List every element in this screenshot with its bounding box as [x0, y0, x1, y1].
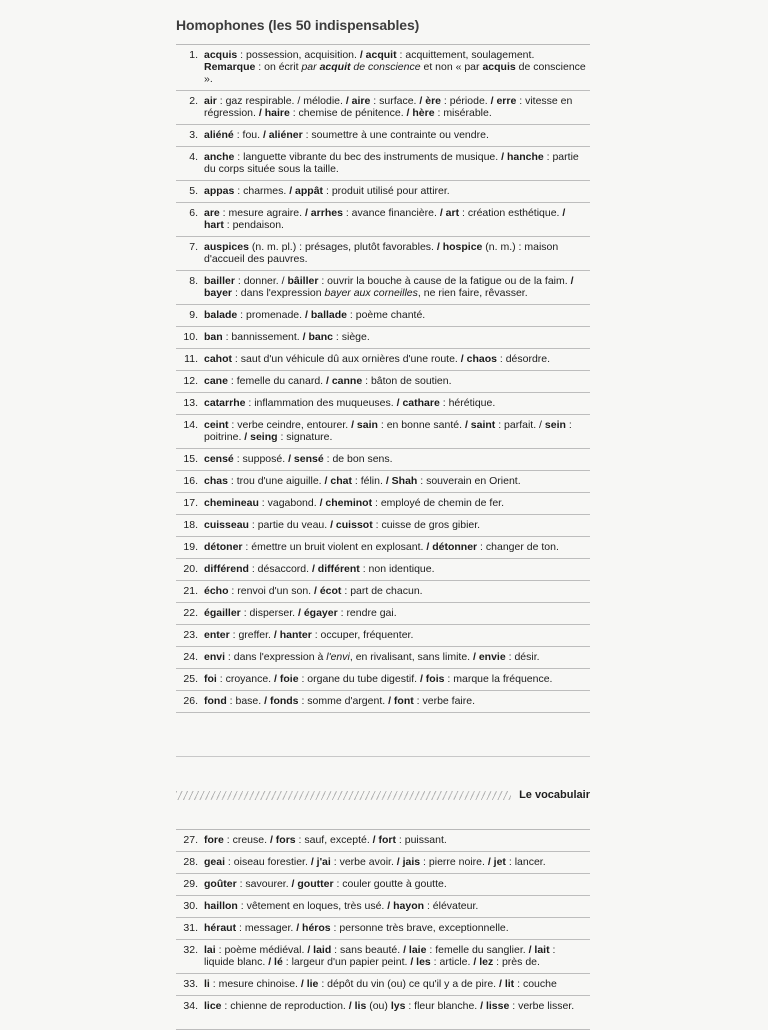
list-item — [176, 371, 590, 393]
list-item — [176, 393, 590, 415]
item-number: 22. — [183, 607, 198, 619]
list-item — [176, 559, 590, 581]
list-item — [176, 203, 590, 237]
item-definition: acquis : possession, acquisition. / acquit : acquittement, soulagement. Remarque : on écrit par acquit de conscience et non « par acquis de conscience ». — [204, 49, 586, 85]
item-number: 23. — [183, 629, 198, 641]
list-item — [176, 515, 590, 537]
list-item — [176, 147, 590, 181]
list-item — [176, 603, 590, 625]
list-item — [176, 896, 590, 918]
item-definition: goûter : savourer. / goutter : couler goutte à goutte. — [204, 878, 447, 890]
item-number: 29. — [183, 878, 198, 890]
item-number: 11. — [184, 353, 198, 365]
item-number: 9. — [189, 309, 198, 321]
list-item — [176, 974, 590, 996]
page-title: Homophones (les 50 indispensables) — [176, 17, 420, 33]
item-number: 33. — [183, 978, 198, 990]
item-definition: cuisseau : partie du veau. / cuissot : cuisse de gros gibier. — [204, 519, 481, 531]
list-item — [176, 581, 590, 603]
item-definition: héraut : messager. / héros : personne très brave, exceptionnelle. — [204, 922, 509, 934]
homophones-list-bottom — [176, 829, 590, 1030]
list-item — [176, 305, 590, 327]
homophones-list-top — [176, 44, 590, 713]
list-item — [176, 91, 590, 125]
item-number: 26. — [183, 695, 198, 707]
item-definition: ban : bannissement. / banc : siège. — [204, 331, 370, 343]
list-item — [176, 940, 590, 974]
list-item — [176, 493, 590, 515]
item-definition: lice : chienne de reproduction. / lis (ou) lys : fleur blanche. / lisse : verbe lisser. — [204, 1000, 575, 1012]
item-number: 12. — [183, 375, 198, 387]
item-number: 3. — [189, 129, 198, 141]
list-item — [176, 874, 590, 896]
item-number: 7. — [189, 241, 198, 253]
item-definition: censé : supposé. / sensé : de bon sens. — [204, 453, 393, 465]
item-definition: égailler : disperser. / égayer : rendre gai. — [204, 607, 397, 619]
item-definition: geai : oiseau forestier. / j'ai : verbe avoir. / jais : pierre noire. / jet : lancer. — [204, 856, 546, 868]
list-item — [176, 45, 590, 91]
item-number: 13. — [183, 397, 198, 409]
list-item — [176, 449, 590, 471]
item-number: 27. — [183, 834, 198, 846]
item-number: 16. — [183, 475, 198, 487]
item-definition: appas : charmes. / appât : produit utilisé pour attirer. — [204, 185, 450, 197]
list-item — [176, 181, 590, 203]
list-item — [176, 996, 590, 1030]
list-item — [176, 237, 590, 271]
item-number: 30. — [183, 900, 198, 912]
list-item — [176, 647, 590, 669]
item-definition: envi : dans l'expression à l'envi, en rivalisant, sans limite. / envie : désir. — [204, 651, 540, 663]
hatch-decoration — [176, 791, 511, 800]
item-number: 20. — [183, 563, 198, 575]
item-definition: bailler : donner. / bâiller : ouvrir la bouche à cause de la fatigue ou de la faim. / bayer : dans l'expression bayer aux corneilles, ne rien faire, rêvasser. — [204, 275, 574, 299]
item-number: 28. — [183, 856, 198, 868]
item-number: 2. — [189, 95, 198, 107]
item-definition: catarrhe : inflammation des muqueuses. / cathare : hérétique. — [204, 397, 496, 409]
item-number: 24. — [183, 651, 198, 663]
list-item — [176, 537, 590, 559]
item-definition: détoner : émettre un bruit violent en explosant. / détonner : changer de ton. — [204, 541, 559, 553]
item-number: 21. — [183, 585, 198, 597]
list-item — [176, 471, 590, 493]
item-definition: li : mesure chinoise. / lie : dépôt du vin (ou) ce qu'il y a de pire. / lit : couche — [204, 978, 557, 990]
list-item — [176, 415, 590, 449]
list-item — [176, 625, 590, 647]
list-item — [176, 830, 590, 852]
item-number: 10. — [183, 331, 198, 343]
item-definition: foi : croyance. / foie : organe du tube digestif. / fois : marque la fréquence. — [204, 673, 553, 685]
item-number: 1. — [189, 49, 198, 61]
item-definition: auspices (n. m. pl.) : présages, plutôt favorables. / hospice (n. m.) : maison d'accueil des pauvres. — [204, 241, 559, 265]
list-item — [176, 669, 590, 691]
item-number: 5. — [189, 185, 198, 197]
item-number: 31. — [183, 922, 198, 934]
list-item — [176, 691, 590, 713]
item-number: 4. — [189, 151, 198, 163]
item-number: 8. — [189, 275, 198, 287]
item-definition: aliéné : fou. / aliéner : soumettre à une contrainte ou vendre. — [204, 129, 489, 141]
list-item — [176, 349, 590, 371]
item-number: 14. — [183, 419, 198, 431]
item-definition: anche : languette vibrante du bec des instruments de musique. / hanche : partie du corps située sous la taille. — [204, 151, 579, 175]
item-number: 15. — [183, 453, 198, 465]
item-number: 34. — [183, 1000, 198, 1012]
item-definition: écho : renvoi d'un son. / écot : part de chacun. — [204, 585, 423, 597]
item-number: 19. — [183, 541, 198, 553]
list-item — [176, 271, 590, 305]
item-definition: air : gaz respirable. / mélodie. / aire : surface. / ère : période. / erre : vitesse en régression. / haire : chemise de pénitence. / hère : misérable. — [204, 95, 573, 119]
list-item — [176, 327, 590, 349]
item-definition: chemineau : vagabond. / cheminot : employé de chemin de fer. — [204, 497, 504, 509]
list-item — [176, 918, 590, 940]
item-definition: lai : poème médiéval. / laid : sans beauté. / laie : femelle du sanglier. / lait : liquide blanc. / lé : largeur d'un papier peint. / les : article. / lez : près de. — [204, 944, 556, 968]
item-definition: cahot : saut d'un véhicule dû aux ornières d'une route. / chaos : désordre. — [204, 353, 551, 365]
item-definition: are : mesure agraire. / arrhes : avance financière. / art : création esthétique. / hart : pendaison. — [204, 207, 566, 231]
item-definition: ceint : verbe ceindre, entourer. / sain : en bonne santé. / saint : parfait. / sein : poitrine. / seing : signature. — [204, 419, 572, 443]
item-number: 6. — [189, 207, 198, 219]
item-number: 25. — [183, 673, 198, 685]
item-definition: fore : creuse. / fors : sauf, excepté. / fort : puissant. — [204, 834, 447, 846]
item-number: 18. — [183, 519, 198, 531]
item-definition: haillon : vêtement en loques, très usé. / hayon : élévateur. — [204, 900, 479, 912]
separator-line — [176, 756, 590, 757]
section-header — [176, 786, 590, 804]
item-definition: chas : trou d'une aiguille. / chat : félin. / Shah : souverain en Orient. — [204, 475, 521, 487]
item-number: 32. — [183, 944, 198, 956]
section-title: Le vocabulair — [519, 789, 590, 801]
list-item — [176, 125, 590, 147]
item-definition: différend : désaccord. / différent : non identique. — [204, 563, 435, 575]
list-item — [176, 852, 590, 874]
item-definition: cane : femelle du canard. / canne : bâton de soutien. — [204, 375, 452, 387]
item-definition: enter : greffer. / hanter : occuper, fréquenter. — [204, 629, 414, 641]
item-definition: balade : promenade. / ballade : poème chanté. — [204, 309, 426, 321]
item-definition: fond : base. / fonds : somme d'argent. / font : verbe faire. — [204, 695, 476, 707]
item-number: 17. — [183, 497, 198, 509]
